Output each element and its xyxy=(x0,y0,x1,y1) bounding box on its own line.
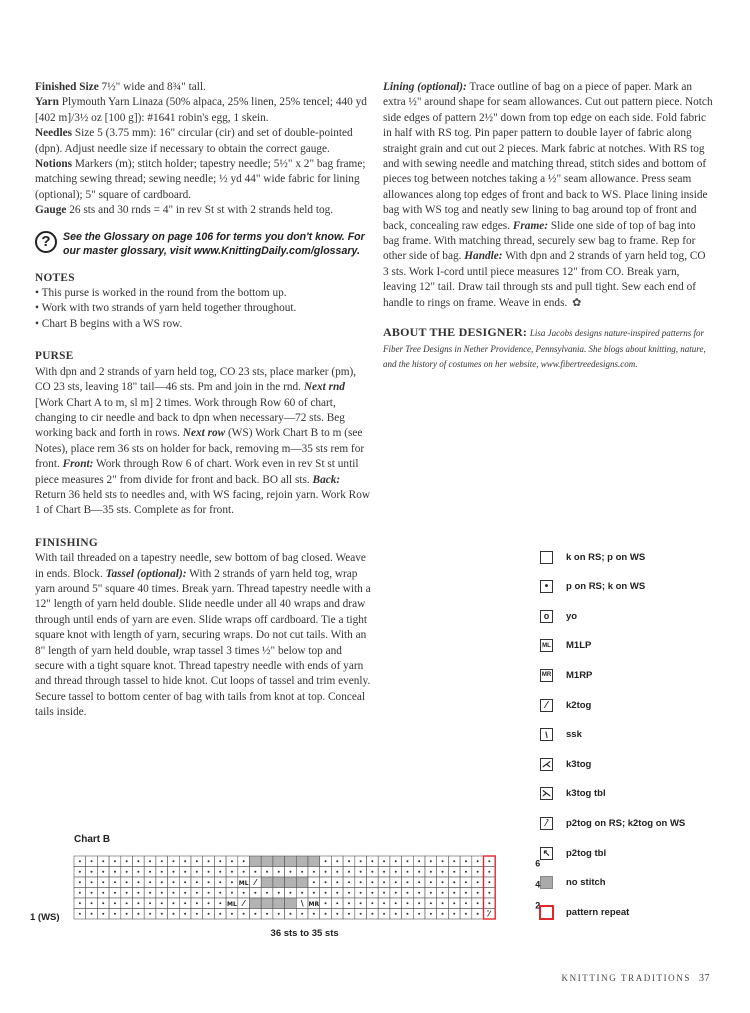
purl-dot xyxy=(383,881,385,883)
purl-dot xyxy=(126,860,128,862)
purl-dot xyxy=(465,871,467,873)
purl-dot xyxy=(301,913,303,915)
purl-dot xyxy=(477,871,479,873)
purl-dot xyxy=(219,892,221,894)
p2tog-icon: ⁄̇ xyxy=(540,817,553,830)
k3tog-icon: ⋌ xyxy=(542,758,551,769)
purl-dot xyxy=(196,902,198,904)
k2tog-icon: ⁄ xyxy=(540,699,553,712)
p2tog-tbl-icon: ↖ xyxy=(540,847,553,860)
chart-symbol: ML xyxy=(227,901,237,909)
blank-square-icon xyxy=(540,551,553,564)
chart-cell xyxy=(273,898,285,909)
purl-dot xyxy=(79,871,81,873)
no-stitch-icon xyxy=(540,876,553,889)
purl-dot xyxy=(465,902,467,904)
purse-text: With dpn and 2 strands of yarn held tog, CO 23 sts, place marker (pm), CO 23 sts, leaving 18" tail—46 sts. Pm and join in the rnd. Next rnd [Work Chart A to m, sl m] 2 times. Work through Row 60 of chart, changing to cir needle and back to dpn when necessary—72 sts. Beg working back and forth in rows. Next row (WS) Work Chart B to m (see Notes), place rem 36 sts on holder for back, removing m—35 sts rem for front. Front: Work through Row 6 of chart. Work even in rev St st until piece measures 2" from divide for front and back. BO all sts. Back: Return 36 held sts to needles and, with WS facing, rejoin yarn. Work Row 1 of Chart B—35 sts. Complete as for front. xyxy=(35,365,371,517)
question-mark-icon: ? xyxy=(35,231,57,253)
purl-dot xyxy=(289,871,291,873)
purl-dot xyxy=(325,860,327,862)
purl-dot xyxy=(477,902,479,904)
gauge-spec: Gauge 26 sts and 30 rnds = 4" in rev St st with 2 strands held tog. xyxy=(35,204,334,217)
notes-heading: NOTES xyxy=(35,271,75,284)
purl-dot xyxy=(219,871,221,873)
row-number: 4 xyxy=(535,879,541,890)
purl-dot xyxy=(137,871,139,873)
needles-spec: Needles Size 5 (3.75 mm): 16" circular (cir) and set of double-pointed (dpn). Adjust needle size if necessary to obtain the correct gauge. xyxy=(35,127,353,155)
purl-dot xyxy=(254,892,256,894)
purl-dot xyxy=(243,860,245,862)
purl-dot xyxy=(477,860,479,862)
purl-dot xyxy=(102,860,104,862)
legend-item: ⋋ k3tog tbl xyxy=(542,788,606,800)
purl-dot xyxy=(430,892,432,894)
purl-dot xyxy=(278,871,280,873)
chart-title: Chart B xyxy=(74,834,111,845)
legend-item: no stitch xyxy=(540,875,606,891)
purl-dot xyxy=(184,871,186,873)
purl-dot xyxy=(325,913,327,915)
purl-dot xyxy=(231,892,233,894)
purl-dot xyxy=(161,871,163,873)
note-item: • Chart B begins with a WS row. xyxy=(35,317,183,330)
lining-text: Lining (optional): Trace outline of bag on a piece of paper. Mark an extra ½" around shape for seam allowances. Cut out pattern piece. Notch side edges of pattern 2½" down from top edge on each side. Fold fabric in half with RS tog. Pin paper pattern to double layer of fabric along straight grain and cut out 2 pieces. Mark fabric at notches. With RS tog and with sewing needle and matching thread, stitch sides and bottom of pieces tog between notches taking a ½" seam allowance. Press seam allowances along top edges of front and back to WS. Place lining inside bag with WS tog and neatly sew lining to bag around top of front and back, concealing raw edges. Frame: Slide one side of top of bag into bag frame. With matching thread, securely sew bag to frame. Rep for other side of bag. Handle: With dpn and 2 strands of yarn held tog, CO 3 sts. Work I-cord until piece measures 12" from CO. Break yarn, leaving 12" tail. Draw tail through sts and pull tight. Sew each end of handle to rings on frame. Weave in ends. ✿ xyxy=(383,80,713,311)
purl-dot xyxy=(91,913,93,915)
purl-dot xyxy=(184,892,186,894)
legend-item: MR M1RP xyxy=(541,669,593,681)
purl-dot xyxy=(102,913,104,915)
magazine-title: KNITTING TRADITIONS xyxy=(561,973,691,983)
purl-dot xyxy=(313,871,315,873)
purl-dot xyxy=(208,892,210,894)
ssk-icon: \ xyxy=(540,728,553,741)
purl-dot xyxy=(254,871,256,873)
purl-dot xyxy=(488,902,490,904)
purl-dot xyxy=(114,881,116,883)
purl-dot xyxy=(477,892,479,894)
purl-dot xyxy=(488,881,490,883)
purl-dot xyxy=(231,881,233,883)
chart-symbol: ⁄ xyxy=(242,899,245,909)
purl-dot xyxy=(465,860,467,862)
purl-dot xyxy=(477,913,479,915)
purl-dot xyxy=(383,902,385,904)
purl-dot xyxy=(79,860,81,862)
purl-dot xyxy=(208,881,210,883)
purl-dot xyxy=(231,913,233,915)
chart-caption: 36 sts to 35 sts xyxy=(270,928,339,939)
purl-dot xyxy=(442,902,444,904)
purl-dot xyxy=(325,892,327,894)
purl-dot xyxy=(325,881,327,883)
purl-dot xyxy=(395,860,397,862)
designer-section xyxy=(383,325,713,372)
chart-symbol: MR xyxy=(308,901,320,909)
purl-dot xyxy=(336,892,338,894)
purl-dot xyxy=(418,902,420,904)
purl-dot xyxy=(453,871,455,873)
legend-item: \ ssk xyxy=(540,727,582,743)
row-label-ws: 1 (WS) xyxy=(30,912,60,923)
purse-heading: PURSE xyxy=(35,350,74,363)
purl-dot xyxy=(406,881,408,883)
make-one-right-icon: MR xyxy=(540,669,553,682)
purl-dot xyxy=(488,871,490,873)
purl-dot xyxy=(137,881,139,883)
purl-dot xyxy=(418,881,420,883)
k3tog-tbl-icon: ⋋ xyxy=(542,788,551,799)
purl-dot xyxy=(465,892,467,894)
purl-dot xyxy=(477,881,479,883)
purl-dot xyxy=(184,913,186,915)
legend-item: ⋌ k3tog xyxy=(542,758,592,770)
purl-dot xyxy=(114,892,116,894)
purl-dot xyxy=(149,913,151,915)
chart-cell xyxy=(296,877,308,888)
purl-dot xyxy=(208,860,210,862)
purl-dot xyxy=(208,871,210,873)
purl-dot xyxy=(360,913,362,915)
chart-cell xyxy=(250,856,262,867)
purl-dot xyxy=(79,902,81,904)
purl-dot xyxy=(231,860,233,862)
purl-dot xyxy=(348,902,350,904)
purl-dot xyxy=(91,860,93,862)
purl-dot xyxy=(453,913,455,915)
chart-cell xyxy=(285,877,297,888)
left-column xyxy=(35,80,371,734)
purl-dot xyxy=(243,892,245,894)
purl-dot xyxy=(360,902,362,904)
purl-dot xyxy=(137,902,139,904)
purl-dot xyxy=(184,860,186,862)
purl-dot xyxy=(406,892,408,894)
purl-dot xyxy=(266,892,268,894)
purl-dot xyxy=(114,871,116,873)
purl-dot xyxy=(196,881,198,883)
purl-dot xyxy=(418,871,420,873)
legend-item: ↖ p2tog tbl xyxy=(540,845,606,861)
chart-cell xyxy=(296,856,308,867)
purl-dot xyxy=(371,892,373,894)
purl-dot xyxy=(430,871,432,873)
purl-dot xyxy=(126,902,128,904)
purl-dot xyxy=(371,860,373,862)
purl-dot xyxy=(348,892,350,894)
chart-b-grid xyxy=(30,848,541,948)
chart-cell xyxy=(261,877,273,888)
yarn-spec: Yarn Plymouth Yarn Linaza (50% alpaca, 25% linen, 25% tencel; 440 yd [402 m]/3½ oz [100 g]): #1641 robin's egg, 1 skein. xyxy=(35,96,367,124)
purl-dot xyxy=(114,913,116,915)
legend-item: ⁄ k2tog xyxy=(540,697,591,713)
purl-dot xyxy=(383,871,385,873)
purl-dot xyxy=(406,860,408,862)
purl-dot xyxy=(196,913,198,915)
purl-dot xyxy=(196,860,198,862)
note-item: • Work with two strands of yarn held together throughout. xyxy=(35,302,297,315)
purl-dot xyxy=(126,881,128,883)
purl-dot xyxy=(453,860,455,862)
purl-dot xyxy=(348,913,350,915)
purl-dot xyxy=(336,902,338,904)
purl-dot xyxy=(371,871,373,873)
purl-dot xyxy=(430,913,432,915)
page-footer xyxy=(562,973,710,984)
chart-cell xyxy=(273,856,285,867)
right-column xyxy=(383,80,713,372)
purl-dot xyxy=(301,892,303,894)
chart-cell xyxy=(285,856,297,867)
purl-dot xyxy=(126,892,128,894)
purl-dot xyxy=(278,913,280,915)
purl-dot xyxy=(360,881,362,883)
purl-dot xyxy=(196,871,198,873)
notions-spec: Notions Markers (m); stitch holder; tapestry needle; 5½" x 2" bag frame; matching sewing thread; sewing needle; ½ yd 44" wide fabric for lining (optional); 5" square of cardboard. xyxy=(35,158,366,201)
finishing-heading: FINISHING xyxy=(35,536,98,549)
purl-dot xyxy=(172,881,174,883)
purl-dot xyxy=(325,902,327,904)
purl-dot xyxy=(91,881,93,883)
purl-dot xyxy=(442,892,444,894)
chart-cell xyxy=(261,856,273,867)
purl-dot xyxy=(360,892,362,894)
purl-dot xyxy=(184,902,186,904)
purl-dot xyxy=(208,913,210,915)
chart-symbol: ML xyxy=(238,880,249,888)
purl-dot xyxy=(313,881,315,883)
purl-dot xyxy=(149,902,151,904)
purl-dot xyxy=(406,913,408,915)
purl-dot xyxy=(266,871,268,873)
purl-dot xyxy=(172,902,174,904)
purl-dot xyxy=(371,902,373,904)
legend-item: • p on RS; k on WS xyxy=(540,579,645,595)
legend-item: ML M1LP xyxy=(540,638,591,654)
purl-dot xyxy=(453,892,455,894)
purl-dot xyxy=(126,913,128,915)
purl-dot xyxy=(172,871,174,873)
purl-dot xyxy=(79,881,81,883)
legend-item: k on RS; p on WS xyxy=(540,549,645,565)
yarn-skein-icon: ✿ xyxy=(572,296,582,309)
purl-dot xyxy=(360,871,362,873)
purl-dot xyxy=(243,913,245,915)
finishing-text: With tail threaded on a tapestry needle, sew bottom of bag closed. Weave in ends. Block. Tassel (optional): With 2 strands of yarn held tog, wrap yarn around 5" square 40 times. Break yarn. Thread tapestry needle with a 12" length of yarn held double. Slide needle under all 40 wraps and draw through until ends of yarn are even. Slide wraps off cardboard. Tie a tight square knot with length of yarn, securing wraps. Do not cut tails. With an 8" length of yarn held double, wrap tassel 3 times ½" below top and secure with a tight square knot. Thread tapestry needle with ends of yarn and thread through tassel to hide knot. Cut loops of tassel and trim evenly. Secure tassel to bottom center of bag with tails from knot at top. Conceal tails inside. xyxy=(35,552,371,719)
purl-dot xyxy=(348,881,350,883)
purl-dot xyxy=(406,871,408,873)
chart-symbol: \ xyxy=(300,899,304,909)
purl-dot xyxy=(161,892,163,894)
purl-dot xyxy=(219,881,221,883)
designer-heading: ABOUT THE DESIGNER: xyxy=(383,325,528,340)
purl-dot xyxy=(360,860,362,862)
purl-dot xyxy=(91,902,93,904)
purl-dot xyxy=(102,871,104,873)
purl-dot xyxy=(465,881,467,883)
yarn-over-icon: o xyxy=(540,610,553,623)
purl-dot xyxy=(418,860,420,862)
purl-dot xyxy=(313,892,315,894)
legend-item: ⁄̇ p2tog on RS; k2tog on WS xyxy=(540,815,685,831)
chart-symbol: ⁄̇ xyxy=(488,909,491,919)
purl-dot xyxy=(395,913,397,915)
purl-dot xyxy=(161,860,163,862)
purl-dot xyxy=(102,902,104,904)
purl-dot xyxy=(348,871,350,873)
dot-square-icon: • xyxy=(540,580,553,593)
purl-dot xyxy=(172,892,174,894)
purl-dot xyxy=(301,871,303,873)
purl-dot xyxy=(161,902,163,904)
purl-dot xyxy=(126,871,128,873)
purl-dot xyxy=(208,902,210,904)
purl-dot xyxy=(395,902,397,904)
purl-dot xyxy=(465,913,467,915)
purl-dot xyxy=(289,892,291,894)
purl-dot xyxy=(383,892,385,894)
purl-dot xyxy=(149,892,151,894)
purl-dot xyxy=(395,871,397,873)
purl-dot xyxy=(430,881,432,883)
purl-dot xyxy=(219,902,221,904)
purl-dot xyxy=(184,881,186,883)
glossary-note xyxy=(35,230,371,259)
purl-dot xyxy=(395,892,397,894)
purl-dot xyxy=(161,913,163,915)
notes-section xyxy=(35,271,371,333)
purl-dot xyxy=(336,860,338,862)
purl-dot xyxy=(278,892,280,894)
finished-size: Finished Size 7½" wide and 8¾" tall. xyxy=(35,81,206,93)
purl-dot xyxy=(418,892,420,894)
purl-dot xyxy=(442,860,444,862)
lining-section xyxy=(383,80,713,311)
purl-dot xyxy=(266,913,268,915)
purl-dot xyxy=(336,913,338,915)
legend-item: pattern repeat xyxy=(540,904,629,920)
note-item: • This purse is worked in the round from the bottom up. xyxy=(35,287,287,300)
purl-dot xyxy=(102,892,104,894)
chart-cell xyxy=(308,856,320,867)
purl-dot xyxy=(325,871,327,873)
pattern-repeat-icon xyxy=(539,905,554,920)
purl-dot xyxy=(383,913,385,915)
specs-block xyxy=(35,80,371,219)
purl-dot xyxy=(488,860,490,862)
purl-dot xyxy=(395,881,397,883)
purl-dot xyxy=(336,881,338,883)
purl-dot xyxy=(442,881,444,883)
purl-dot xyxy=(289,913,291,915)
purl-dot xyxy=(91,892,93,894)
chart-cell xyxy=(273,877,285,888)
purl-dot xyxy=(430,860,432,862)
purl-dot xyxy=(219,860,221,862)
chart-cell xyxy=(250,898,262,909)
row-number: 2 xyxy=(535,900,541,911)
designer-bio xyxy=(383,325,713,372)
make-one-left-icon: ML xyxy=(540,639,553,652)
purl-dot xyxy=(231,871,233,873)
purl-dot xyxy=(371,881,373,883)
row-number: 6 xyxy=(535,858,541,869)
purl-dot xyxy=(137,892,139,894)
purl-dot xyxy=(453,881,455,883)
purl-dot xyxy=(91,871,93,873)
page-number: 37 xyxy=(699,973,710,984)
purl-dot xyxy=(149,881,151,883)
purl-dot xyxy=(453,902,455,904)
purl-dot xyxy=(149,860,151,862)
designer-text: Lisa Jacobs designs nature-inspired patterns for Fiber Tree Designs in Nether Providence, Pennsylvania. She blogs about knitting, nature, and the history of costumes on her website, www.fibertreedesigns.com. xyxy=(383,328,706,369)
purl-dot xyxy=(137,913,139,915)
purl-dot xyxy=(488,892,490,894)
purl-dot xyxy=(254,913,256,915)
purl-dot xyxy=(102,881,104,883)
purl-dot xyxy=(371,913,373,915)
chart-cell xyxy=(261,898,273,909)
purl-dot xyxy=(114,902,116,904)
purl-dot xyxy=(430,902,432,904)
purl-dot xyxy=(114,860,116,862)
finishing-section xyxy=(35,536,371,721)
purl-dot xyxy=(348,860,350,862)
purse-section xyxy=(35,349,371,518)
purl-dot xyxy=(383,860,385,862)
purl-dot xyxy=(406,902,408,904)
chart-cell xyxy=(285,898,297,909)
purl-dot xyxy=(442,913,444,915)
glossary-text: See the Glossary on page 106 for terms you don't know. For our master glossary, visit www.KnittingDaily.com/glossary. xyxy=(63,230,365,258)
purl-dot xyxy=(161,881,163,883)
legend-item: o yo xyxy=(540,608,577,624)
purl-dot xyxy=(79,892,81,894)
chart-symbol: ⁄ xyxy=(254,878,257,888)
purl-dot xyxy=(79,913,81,915)
purl-dot xyxy=(149,871,151,873)
purl-dot xyxy=(336,871,338,873)
purl-dot xyxy=(313,913,315,915)
purl-dot xyxy=(172,913,174,915)
purl-dot xyxy=(442,871,444,873)
purl-dot xyxy=(418,913,420,915)
purl-dot xyxy=(172,860,174,862)
purl-dot xyxy=(243,871,245,873)
purl-dot xyxy=(196,892,198,894)
purl-dot xyxy=(137,860,139,862)
purl-dot xyxy=(219,913,221,915)
